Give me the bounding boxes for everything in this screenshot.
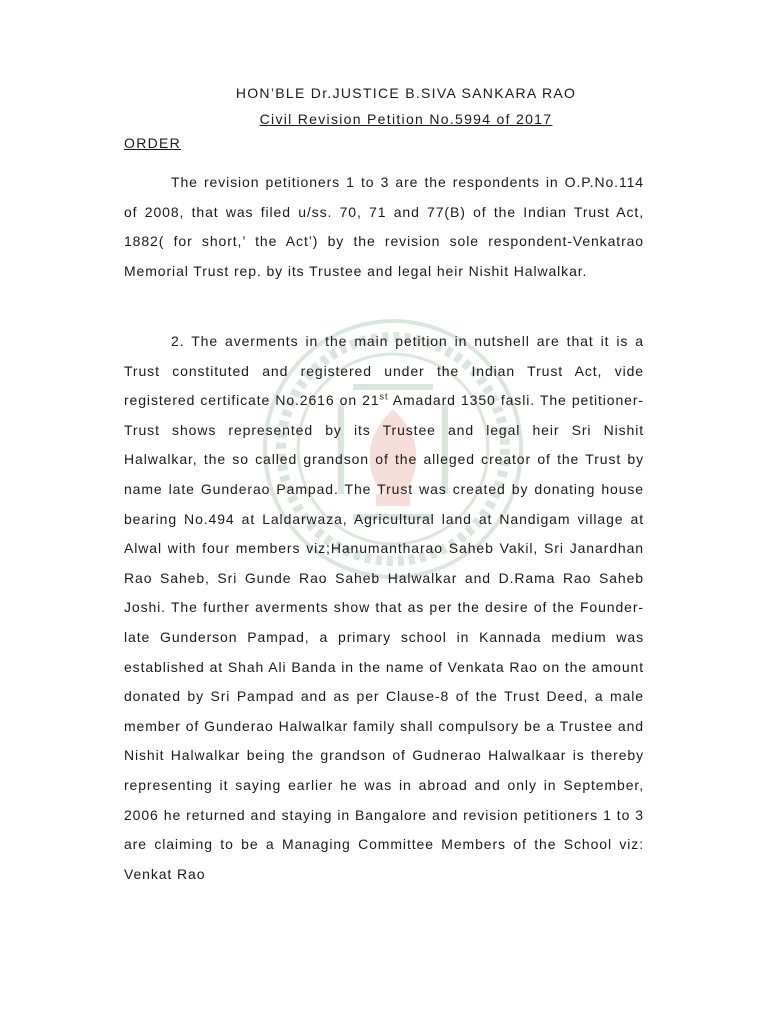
judge-heading: HON’BLE Dr.JUSTICE B.SIVA SANKARA RAO [235, 85, 577, 101]
paragraph-2-part-a: 2. The averments in the main petition in nutshell are that it is a Trust constituted and registered under the Indian Trust Act, vide registered certificate No.2616 on 21 [124, 333, 644, 409]
case-title: Civil Revision Petition No.5994 of 2017 [259, 111, 553, 127]
paragraph-1: The revision petitioners 1 to 3 are the respondents in O.P.No.114 of 2008, that was filed u/ss. 70, 71 and 77(B) of the Indian Trust Act, 1882( for short,’ the Act’) by the revision sole respondent-Venkatrao Memorial Trust rep. by its Trustee and legal heir Nishit Halwalkar. [124, 174, 644, 279]
order-heading: ORDER [124, 135, 182, 151]
ordinal-suffix: st [379, 391, 389, 402]
paragraph-2-part-b: Amadard 1350 fasli. The petitioner-Trust shows represented by its Trustee and legal heir Sri Nishit Halwalkar, the so called grandson of the alleged creator of the Trust by name late Gunderao Pampad. The Trust was created by donating house bearing No.494 at Laldarwaza, Agricultural land at Nandigam village at Alwal with four members viz;Hanumantharao Saheb Vakil, Sri Janardhan Rao Saheb, Sri Gunde Rao Saheb Halwalkar and D.Rama Rao Saheb Joshi. The further averments show that as per the desire of the Founder-late Gunderson Pampad, a primary school in Kannada medium was established at Shah Ali Banda in the name of Venkata Rao on the amount donated by Sri Pampad and as per Clause-8 of the Trust Deed, a male member of Gunderao Halwalkar family shall compulsory be a Trustee and Nishit Halwalkar being the grandson of Gudnerao Halwalkaar is thereby representing it saying earlier he was in abroad and only in September, 2006 he returned and staying in Bangalore and revision petitioners 1 to 3 are claiming to be a Managing Committee Members of the School viz: Venkat Rao [124, 392, 644, 882]
paragraph-2 [124, 327, 644, 889]
